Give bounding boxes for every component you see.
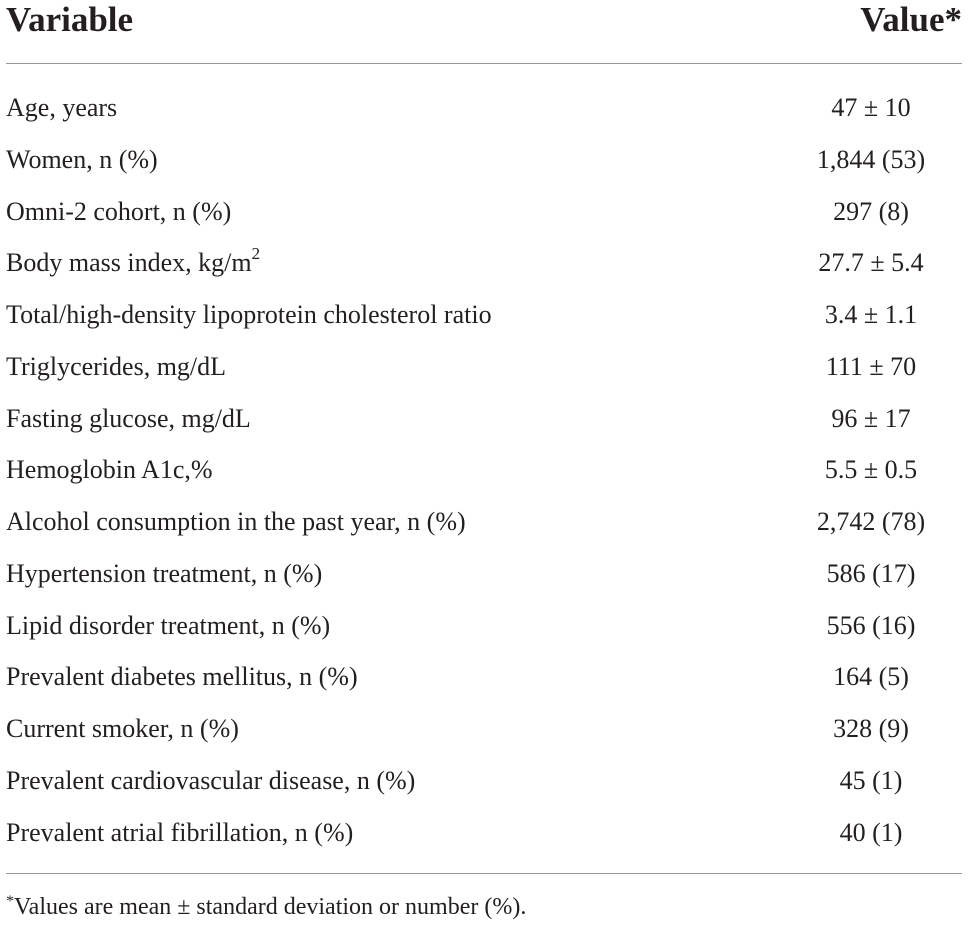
row-value: 47 ± 10 [831, 93, 911, 122]
row-label-text: Prevalent cardiovascular disease, n (%) [6, 765, 416, 795]
table-row [0, 651, 962, 703]
row-value: 111 ± 70 [825, 351, 917, 381]
row-label [6, 134, 158, 186]
row-label [6, 703, 239, 755]
row-label [6, 186, 231, 238]
row-label [6, 82, 117, 134]
row-value: 164 (5) [833, 662, 909, 692]
table-row [0, 134, 962, 186]
row-value: 45 (1) [839, 765, 903, 795]
row-label-text: Hypertension treatment, n (%) [6, 558, 323, 588]
row-label-text: Body mass index, kg/m [6, 248, 252, 278]
row-label-text: Alcohol consumption in the past year, n (%) [6, 507, 466, 536]
row-label-text: Prevalent atrial fibrillation, n (%) [6, 817, 354, 847]
table-row [0, 755, 962, 807]
table-row [0, 82, 962, 134]
table-row [0, 393, 962, 445]
table-row [0, 496, 962, 548]
row-label-text: Triglycerides, mg/dL [6, 351, 227, 381]
row-label [6, 289, 492, 341]
row-label [6, 600, 330, 652]
table-row [0, 600, 962, 652]
row-value: 40 (1) [839, 817, 903, 847]
table-bottom-divider [6, 873, 962, 874]
table-row [0, 237, 962, 289]
row-label-text: Lipid disorder treatment, n (%) [6, 610, 331, 640]
table-row [0, 289, 962, 341]
row-label [6, 548, 322, 600]
row-label-text: Women, n (%) [6, 144, 158, 174]
row-value: 2,742 (78) [816, 507, 926, 536]
table-header [0, 0, 962, 44]
row-value: 297 (8) [833, 196, 909, 226]
row-label-text: Omni-2 cohort, n (%) [6, 196, 232, 226]
footnote-text: Values are mean ± standard deviation or number (%). [14, 894, 527, 920]
row-label [6, 341, 226, 393]
footnote-marker: * [6, 893, 14, 910]
row-label [6, 651, 358, 703]
row-label-superscript: 2 [251, 243, 261, 263]
row-label-text: Prevalent diabetes mellitus, n (%) [6, 662, 358, 692]
row-label-text: Current smoker, n (%) [6, 714, 239, 743]
column-header-variable: Variable [6, 0, 134, 39]
table-row [0, 807, 962, 859]
row-label-text: Fasting glucose, mg/dL [6, 403, 251, 433]
row-value: 3.4 ± 1.1 [824, 300, 918, 329]
row-label [6, 237, 260, 289]
row-label [6, 755, 415, 807]
row-value: 556 (16) [826, 610, 916, 640]
column-header-value: Value* [860, 0, 962, 39]
row-value: 96 ± 17 [831, 403, 911, 433]
row-label-text: Total/high-density lipoprotein cholesterol ratio [6, 300, 492, 329]
table-row [0, 703, 962, 755]
row-label-text: Age, years [6, 93, 118, 122]
table-footnote [6, 892, 526, 925]
row-value: 328 (9) [833, 714, 909, 743]
row-value: 1,844 (53) [816, 144, 926, 174]
row-label [6, 496, 466, 548]
table-row [0, 444, 962, 496]
header-divider [6, 63, 962, 64]
row-value: 586 (17) [826, 558, 916, 588]
row-label [6, 444, 213, 496]
row-value: 5.5 ± 0.5 [824, 455, 918, 485]
table-row [0, 548, 962, 600]
row-label [6, 393, 251, 445]
table-row [0, 186, 962, 238]
table-body [0, 82, 962, 858]
row-value: 27.7 ± 5.4 [818, 248, 924, 278]
row-label [6, 807, 353, 859]
table-row [0, 341, 962, 393]
row-label-text: Hemoglobin A1c,% [6, 455, 213, 485]
